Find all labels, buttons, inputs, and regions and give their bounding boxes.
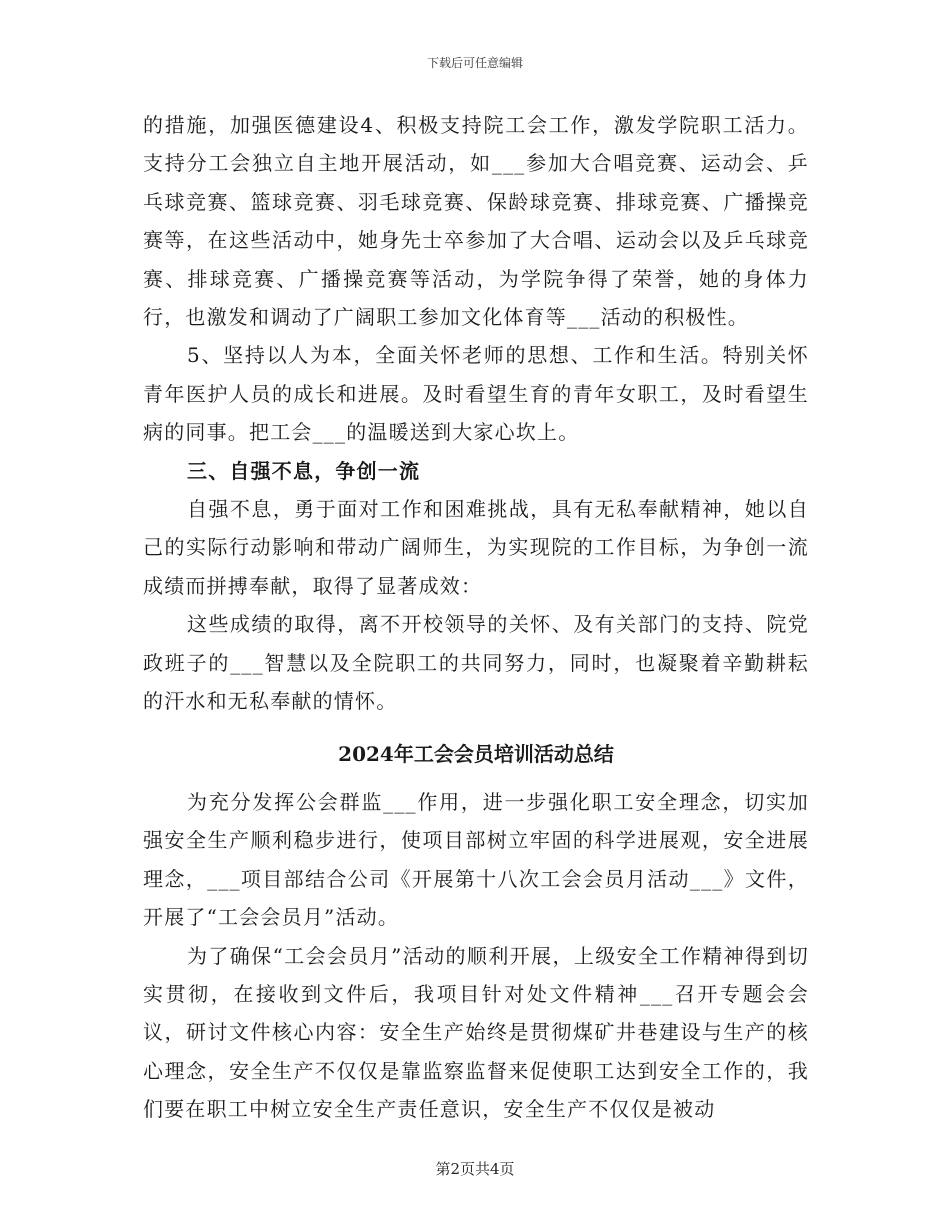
section-heading: 三、自强不息，争创一流 <box>187 458 421 483</box>
paragraph: 5、坚持以人为本，全面关怀老师的思想、工作和生活。特别关怀青年医护人员的成长和进展。及时看望生育的青年女职工，及时看望生病的同事。把工会___的温暖送到大家心坎上。 <box>143 343 809 445</box>
document-body <box>143 106 809 1129</box>
paragraph: 为了确保“工会会员月”活动的顺利开展，上级安全工作精神得到切实贯彻，在接收到文件后，我项目针对处文件精神___召开专题会会议，研讨文件核心内容：安全生产始终是贯彻煤矿井巷建设与生产的核心理念，安全生产不仅仅是靠监察监督来促使职工达到安全工作的，我们要在职工中树立安全生产责任意识，安全生产不仅仅是被动 <box>143 943 809 1122</box>
page-header: 下载后可任意编辑 <box>426 56 523 70</box>
paragraph: 自强不息，勇于面对工作和困难挑战，具有无私奉献精神，她以自己的实际行动影响和带动广阔师生，为实现院的工作目标，为争创一流成绩而拼搏奉献，取得了显著成效： <box>143 497 809 598</box>
paragraph: 这些成绩的取得，离不开校领导的关怀、及有关部门的支持、院党政班子的___智慧以及全院职工的共同努力，同时，也凝聚着辛勤耕耘的汗水和无私奉献的情怀。 <box>143 612 809 714</box>
document-title: 2024年工会会员培训活动总结 <box>338 741 614 766</box>
page-footer: 第2页共4页 <box>435 1160 515 1178</box>
paragraph: 的措施，加强医德建设4、积极支持院工会工作，激发学院职工活力。支持分工会独立自主地开展活动，如___参加大合唱竞赛、运动会、乒乓球竞赛、篮球竞赛、羽毛球竞赛、保龄球竞赛、排球竞赛、广播操竞赛等，在这些活动中，她身先士卒参加了大合唱、运动会以及乒乓球竞赛、排球竞赛、广播操竞赛等活动，为学院争得了荣誉，她的身体力行，也激发和调动了广阔职工参加文化体育等___活动的积极性。 <box>143 113 809 330</box>
paragraph: 为充分发挥公会群监___作用，进一步强化职工安全理念，切实加强安全生产顺利稳步进行，使项目部树立牢固的科学进展观，安全进展理念，___项目部结合公司《开展第十八次工会会员月活动___》文件，开展了“工会会员月”活动。 <box>143 789 809 930</box>
